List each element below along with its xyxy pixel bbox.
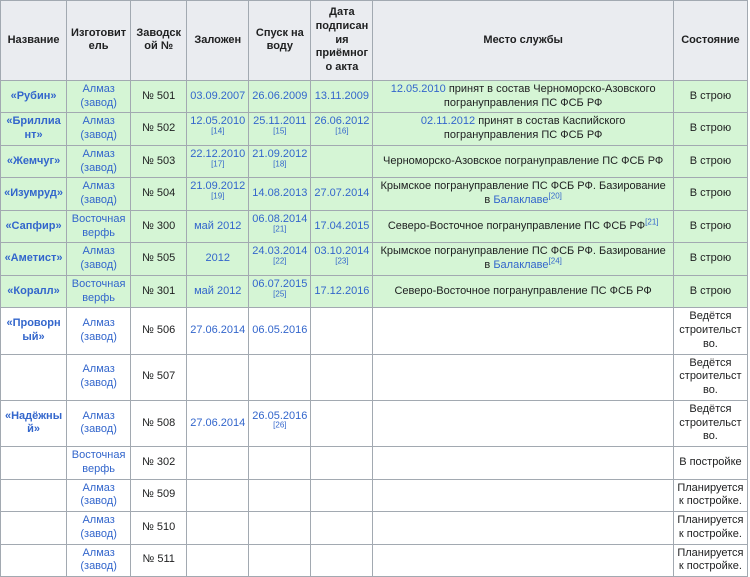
cell-laid-down <box>187 479 249 512</box>
cell-builder <box>67 210 131 243</box>
table-row <box>1 308 748 354</box>
cell-ship-name <box>1 178 67 211</box>
reference-marker <box>273 224 286 233</box>
cell-service-place: Северо-Восточное погрануправление ПС ФСБ РФ[21] <box>373 210 673 243</box>
cell-laid-down-link[interactable]: 22.12.2010 <box>190 147 246 160</box>
cell-service-place: 02.11.2012 принят в состав Каспийского погрануправления ПС ФСБ РФ <box>373 113 673 146</box>
cell-acceptance-date <box>311 145 373 178</box>
cell-acceptance-date-link[interactable]: 03.10.2014 <box>314 245 370 258</box>
builder-link[interactable]: Алмаз (завод) <box>80 147 117 174</box>
table-row <box>1 80 748 113</box>
cell-acceptance-date-link[interactable]: 17.12.2016 <box>314 284 370 297</box>
builder-link[interactable]: Восточная верфь <box>71 212 126 239</box>
service-date-link[interactable]: 12.05.2010 <box>390 82 446 95</box>
cell-launched <box>249 145 311 178</box>
table-row <box>1 113 748 146</box>
reference-link[interactable]: [22] <box>273 256 287 266</box>
service-base-link[interactable]: Балаклаве <box>493 194 549 206</box>
cell-ship-name <box>1 145 67 178</box>
cell-launched-link[interactable]: 14.08.2013 <box>252 187 308 200</box>
cell-laid-down <box>187 512 249 545</box>
ship-name-link[interactable]: «Рубин» <box>10 89 57 102</box>
reference-marker <box>273 159 286 168</box>
cell-launched-link[interactable]: 25.11.2011 <box>253 115 307 128</box>
cell-builder <box>67 308 131 354</box>
cell-yard-number: № 505 <box>131 243 187 276</box>
reference-link[interactable]: [21] <box>645 216 659 226</box>
ship-name-link[interactable]: «Изумруд» <box>4 187 63 200</box>
cell-builder <box>67 113 131 146</box>
cell-builder <box>67 80 131 113</box>
cell-state: В постройке <box>673 447 747 480</box>
table-row <box>1 447 748 480</box>
cell-acceptance-date <box>311 544 373 577</box>
cell-laid-down <box>187 544 249 577</box>
table-row <box>1 354 748 400</box>
cell-builder <box>67 544 131 577</box>
reference-link[interactable]: [24] <box>548 256 562 266</box>
cell-service-place: Крымское погрануправление ПС ФСБ РФ. Базирование в Балаклаве[24] <box>373 243 673 276</box>
reference-link[interactable]: [26] <box>273 420 287 430</box>
reference-marker <box>549 256 562 265</box>
cell-service-place: Черноморско-Азовское погрануправление ПС ФСБ РФ <box>373 145 673 178</box>
cell-state: В строю <box>673 243 747 276</box>
col-header-launched: Спуск на воду <box>249 1 311 81</box>
col-header-service-place: Место службы <box>373 1 673 81</box>
cell-launched <box>249 447 311 480</box>
cell-yard-number: № 503 <box>131 145 187 178</box>
cell-laid-down <box>187 80 249 113</box>
cell-state: В строю <box>673 210 747 243</box>
cell-acceptance-date-link[interactable]: 13.11.2009 <box>314 89 370 102</box>
cell-acceptance-date <box>311 80 373 113</box>
cell-yard-number: № 301 <box>131 275 187 308</box>
cell-launched <box>249 210 311 243</box>
cell-acceptance-date <box>311 354 373 400</box>
cell-builder <box>67 512 131 545</box>
reference-link[interactable]: [14] <box>211 126 225 136</box>
cell-service-place <box>373 354 673 400</box>
cell-launched <box>249 308 311 354</box>
cell-ship-name <box>1 80 67 113</box>
cell-yard-number: № 300 <box>131 210 187 243</box>
cell-state: Ведётся строительство. <box>673 354 747 400</box>
cell-ship-name <box>1 544 67 577</box>
reference-marker <box>211 191 224 200</box>
reference-link[interactable]: [20] <box>548 191 562 201</box>
table-row <box>1 275 748 308</box>
cell-builder <box>67 400 131 446</box>
cell-launched <box>249 512 311 545</box>
cell-builder <box>67 447 131 480</box>
table-body <box>1 80 748 576</box>
cell-launched-link[interactable]: 26.06.2009 <box>252 89 308 102</box>
cell-acceptance-date-link[interactable]: 27.07.2014 <box>314 187 370 200</box>
builder-link[interactable]: Восточная верфь <box>71 449 126 475</box>
cell-builder <box>67 479 131 512</box>
cell-ship-name <box>1 210 67 243</box>
cell-service-place <box>373 479 673 512</box>
reference-link[interactable]: [17] <box>211 158 225 168</box>
reference-marker <box>273 126 286 135</box>
cell-laid-down-link[interactable]: 21.09.2012 <box>190 180 246 193</box>
cell-state: В строю <box>673 145 747 178</box>
cell-yard-number: № 504 <box>131 178 187 211</box>
cell-yard-number: № 511 <box>131 544 187 577</box>
cell-launched-link[interactable]: 06.05.2016 <box>252 324 308 336</box>
cell-yard-number: № 501 <box>131 80 187 113</box>
cell-laid-down <box>187 354 249 400</box>
cell-launched <box>249 544 311 577</box>
cell-acceptance-date <box>311 479 373 512</box>
col-header-acceptance-date: Дата подписания приёмного акта <box>311 1 373 81</box>
cell-acceptance-date <box>311 178 373 211</box>
cell-launched-link[interactable]: 26.05.2016 <box>252 409 308 422</box>
cell-laid-down <box>187 308 249 354</box>
cell-service-place: Крымское погрануправление ПС ФСБ РФ. Базирование в Балаклаве[20] <box>373 178 673 211</box>
cell-ship-name <box>1 275 67 308</box>
cell-launched <box>249 80 311 113</box>
ship-name-link[interactable]: «Проворный» <box>6 317 61 343</box>
cell-launched <box>249 479 311 512</box>
cell-laid-down <box>187 243 249 276</box>
cell-service-place: Северо-Восточное погрануправление ПС ФСБ РФ <box>373 275 673 308</box>
cell-state: В строю <box>673 178 747 211</box>
cell-acceptance-date <box>311 308 373 354</box>
cell-acceptance-date <box>311 113 373 146</box>
builder-link[interactable]: Алмаз (завод) <box>80 409 117 436</box>
col-header-yard-number: Заводской № <box>131 1 187 81</box>
reference-marker <box>273 421 286 430</box>
cell-builder <box>67 178 131 211</box>
col-header-laid-down: Заложен <box>187 1 249 81</box>
cell-launched-link[interactable]: 06.08.2014 <box>252 212 308 225</box>
cell-builder <box>67 145 131 178</box>
col-header-state: Состояние <box>673 1 747 81</box>
cell-acceptance-date <box>311 243 373 276</box>
cell-laid-down-link[interactable]: 12.05.2010 <box>190 115 246 128</box>
builder-link[interactable]: Алмаз (завод) <box>80 317 117 343</box>
ship-name-link[interactable]: «Надёжный» <box>4 409 63 436</box>
table-row <box>1 243 748 276</box>
ship-name-link[interactable]: «Аметист» <box>4 252 63 265</box>
builder-link[interactable]: Восточная верфь <box>71 277 126 304</box>
cell-state: В строю <box>673 80 747 113</box>
cell-ship-name <box>1 512 67 545</box>
cell-acceptance-date <box>311 275 373 308</box>
ship-name-link[interactable]: «Сапфир» <box>5 219 62 232</box>
reference-marker <box>211 126 224 135</box>
reference-marker <box>335 126 348 135</box>
cell-laid-down-link[interactable]: 03.09.2007 <box>190 89 246 102</box>
cell-yard-number: № 302 <box>131 447 187 480</box>
reference-link[interactable]: [21] <box>273 223 287 233</box>
table-row <box>1 512 748 545</box>
reference-link[interactable]: [15] <box>273 126 287 136</box>
cell-launched <box>249 113 311 146</box>
cell-builder <box>67 275 131 308</box>
cell-ship-name <box>1 447 67 480</box>
reference-marker <box>335 256 348 265</box>
builder-link[interactable]: Алмаз (завод) <box>80 481 117 508</box>
builder-link[interactable]: Алмаз (завод) <box>80 180 117 206</box>
ship-name-link[interactable]: «Бриллиант» <box>6 115 61 141</box>
reference-link[interactable]: [16] <box>335 126 349 136</box>
cell-ship-name <box>1 354 67 400</box>
cell-yard-number: № 506 <box>131 308 187 354</box>
cell-acceptance-date <box>311 210 373 243</box>
cell-state: Планируется к постройке. <box>673 512 747 545</box>
cell-laid-down <box>187 210 249 243</box>
table-row <box>1 479 748 512</box>
cell-launched <box>249 400 311 446</box>
cell-laid-down <box>187 113 249 146</box>
cell-ship-name <box>1 113 67 146</box>
cell-launched <box>249 275 311 308</box>
reference-link[interactable]: [23] <box>335 256 349 266</box>
cell-laid-down <box>187 400 249 446</box>
cell-launched <box>249 178 311 211</box>
table-row <box>1 544 748 577</box>
cell-service-place <box>373 447 673 480</box>
cell-ship-name <box>1 479 67 512</box>
ship-name-link[interactable]: «Жемчуг» <box>6 154 61 167</box>
cell-launched-link[interactable]: 24.03.2014 <box>252 245 308 258</box>
cell-acceptance-date <box>311 400 373 446</box>
reference-marker <box>645 217 658 226</box>
col-header-name: Название <box>1 1 67 81</box>
table-row <box>1 400 748 446</box>
cell-state: Ведётся строительство. <box>673 400 747 446</box>
cell-laid-down-link[interactable]: май 2012 <box>194 219 242 232</box>
cell-ship-name <box>1 400 67 446</box>
cell-builder <box>67 354 131 400</box>
builder-link[interactable]: Алмаз (завод) <box>80 115 117 141</box>
cell-state: Ведётся строительство. <box>673 308 747 354</box>
cell-acceptance-date <box>311 512 373 545</box>
table-header-row <box>1 1 748 81</box>
reference-marker <box>211 159 224 168</box>
cell-state: В строю <box>673 113 747 146</box>
cell-acceptance-date-link[interactable]: 26.06.2012 <box>314 115 370 128</box>
table-row <box>1 178 748 211</box>
cell-service-place <box>373 308 673 354</box>
table-row <box>1 145 748 178</box>
table-row <box>1 210 748 243</box>
cell-laid-down-link[interactable]: 27.06.2014 <box>190 416 246 429</box>
cell-yard-number: № 507 <box>131 354 187 400</box>
reference-marker <box>273 289 286 298</box>
reference-marker <box>549 191 562 200</box>
cell-yard-number: № 502 <box>131 113 187 146</box>
service-base-link[interactable]: Балаклаве <box>493 259 549 271</box>
cell-launched <box>249 243 311 276</box>
cell-laid-down-link[interactable]: 27.06.2014 <box>190 324 246 336</box>
cell-state: Планируется к постройке. <box>673 544 747 577</box>
reference-link[interactable]: [25] <box>273 288 287 298</box>
cell-acceptance-date <box>311 447 373 480</box>
cell-yard-number: № 508 <box>131 400 187 446</box>
cell-laid-down <box>187 275 249 308</box>
builder-link[interactable]: Алмаз (завод) <box>80 245 117 271</box>
cell-launched <box>249 354 311 400</box>
cell-ship-name <box>1 308 67 354</box>
cell-laid-down <box>187 447 249 480</box>
cell-laid-down <box>187 145 249 178</box>
cell-launched-link[interactable]: 06.07.2015 <box>252 277 308 290</box>
col-header-builder: Изготовитель <box>67 1 131 81</box>
builder-link[interactable]: Алмаз (завод) <box>80 82 117 109</box>
reference-marker <box>273 256 286 265</box>
cell-acceptance-date-link[interactable]: 17.04.2015 <box>314 219 370 232</box>
cell-laid-down <box>187 178 249 211</box>
cell-service-place <box>373 400 673 446</box>
builder-link[interactable]: Алмаз (завод) <box>80 514 117 540</box>
cell-state: Планируется к постройке. <box>673 479 747 512</box>
builder-link[interactable]: Алмаз (завод) <box>80 546 117 573</box>
service-date-link[interactable]: 02.11.2012 <box>420 115 476 128</box>
reference-link[interactable]: [18] <box>273 158 287 168</box>
cell-service-place <box>373 544 673 577</box>
cell-laid-down-link[interactable]: 2012 <box>205 252 230 265</box>
cell-state: В строю <box>673 275 747 308</box>
cell-laid-down-link[interactable]: май 2012 <box>194 284 242 297</box>
cell-yard-number: № 509 <box>131 479 187 512</box>
cell-yard-number: № 510 <box>131 512 187 545</box>
builder-link[interactable]: Алмаз (завод) <box>80 363 117 390</box>
cell-service-place: 12.05.2010 принят в состав Черноморско-Азовского погрануправления ПС ФСБ РФ <box>373 80 673 113</box>
cell-builder <box>67 243 131 276</box>
cell-launched-link[interactable]: 21.09.2012 <box>252 147 308 160</box>
cell-ship-name <box>1 243 67 276</box>
cell-service-place <box>373 512 673 545</box>
ship-name-link[interactable]: «Коралл» <box>7 284 60 297</box>
reference-link[interactable]: [19] <box>211 191 225 201</box>
